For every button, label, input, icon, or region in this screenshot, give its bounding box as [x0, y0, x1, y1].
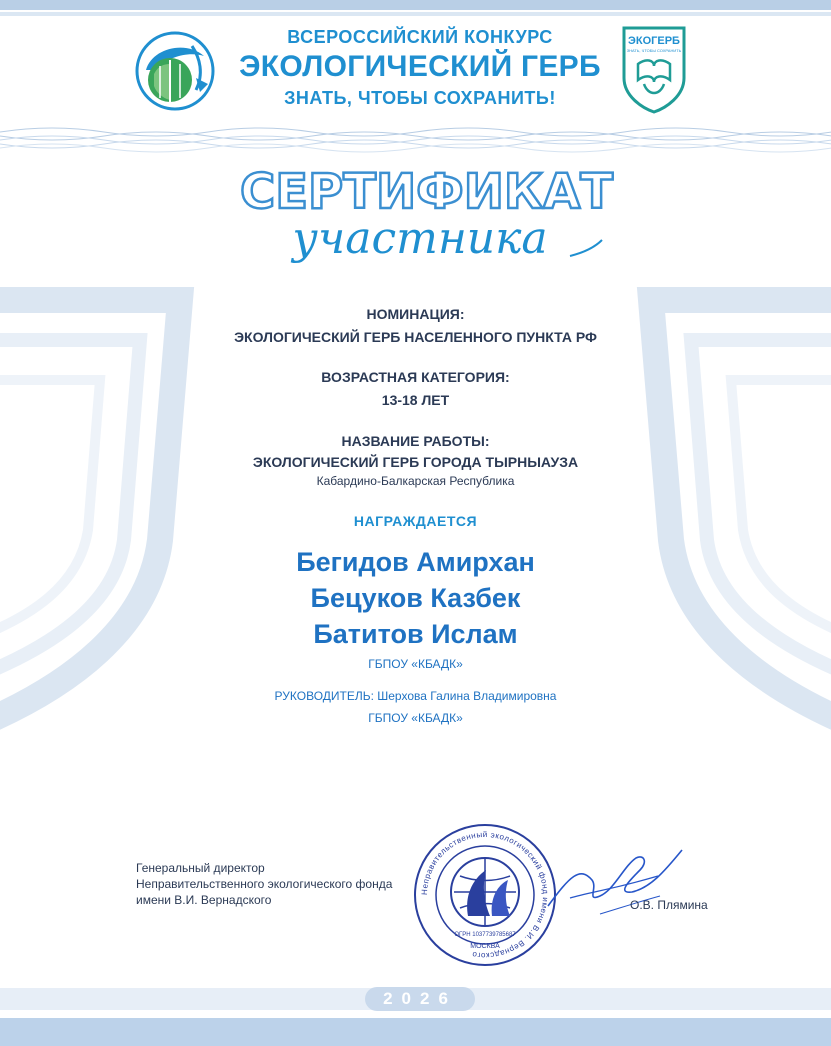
supervisor-line: РУКОВОДИТЕЛЬ: Шерхова Галина Владимировна [274, 689, 557, 703]
work-title-value: ЭКОЛОГИЧЕСКИЙ ГЕРБ ГОРОДА ТЫРНЫАУЗА [252, 454, 579, 470]
nomination-label: НОМИНАЦИЯ: [366, 306, 465, 322]
ecogerb-badge-icon [620, 24, 688, 114]
seal-city: МОСКВА [470, 943, 500, 950]
official-seal [410, 820, 560, 970]
awardee-organization: ГБПОУ «КБАДК» [368, 657, 463, 671]
top-stripe [0, 0, 831, 10]
director-org-name: имени В.И. Вернадского [136, 893, 272, 907]
age-category-label: ВОЗРАСТНАЯ КАТЕГОРИЯ: [321, 369, 510, 385]
contest-logo-icon [134, 30, 216, 112]
top-stripe-thin [0, 12, 831, 16]
awardee-name: Бегидов Амирхан [296, 547, 535, 577]
header-text [230, 24, 610, 112]
badge-subtitle: ЗНАТЬ, ЧТОБЫ СОХРАНИТЬ [626, 48, 682, 53]
director-block [136, 860, 416, 908]
age-category-value: 13-18 ЛЕТ [381, 392, 450, 408]
signer-name: О.В. Плямина [630, 898, 708, 912]
handwritten-signature [540, 836, 690, 926]
awarded-label: НАГРАЖДАЕТСЯ [353, 513, 478, 529]
director-org-line: Неправительственного экологического фонда [136, 877, 393, 891]
director-title: Генеральный директор [136, 861, 265, 875]
certificate-subtitle: участника [292, 213, 548, 264]
contest-heading: ВСЕРОССИЙСКИЙ КОНКУРС [287, 27, 553, 47]
nomination-value: ЭКОЛОГИЧЕСКИЙ ГЕРБ НАСЕЛЕННОГО ПУНКТА РФ [234, 329, 597, 345]
awardee-name: Бецуков Казбек [310, 583, 521, 613]
badge-title: ЭКОГЕРБ [628, 35, 680, 47]
guilloche-band [0, 124, 831, 156]
certificate-body [0, 300, 831, 728]
certificate-year: 2026 [365, 987, 475, 1011]
work-title-label: НАЗВАНИЕ РАБОТЫ: [341, 433, 490, 449]
header [0, 18, 831, 122]
certificate-title: СЕРТИФИКАТ [240, 164, 614, 220]
title-swash [270, 230, 610, 270]
contest-slogan: ЗНАТЬ, ЧТОБЫ СОХРАНИТЬ! [284, 88, 556, 108]
seal-ogrn: ОГРН 1037739785687 [454, 932, 516, 938]
supervisor-organization: ГБПОУ «КБАДК» [368, 711, 463, 725]
work-region: Кабардино-Балкарская Республика [316, 474, 515, 488]
bottom-stripe [0, 1018, 831, 1046]
awardee-name: Батитов Ислам [313, 619, 518, 649]
contest-name: ЭКОЛОГИЧЕСКИЙ ГЕРБ [239, 50, 601, 83]
seal-ring-text: Неправительственный экологический фонд имени В.И. Вернадского [419, 829, 551, 961]
